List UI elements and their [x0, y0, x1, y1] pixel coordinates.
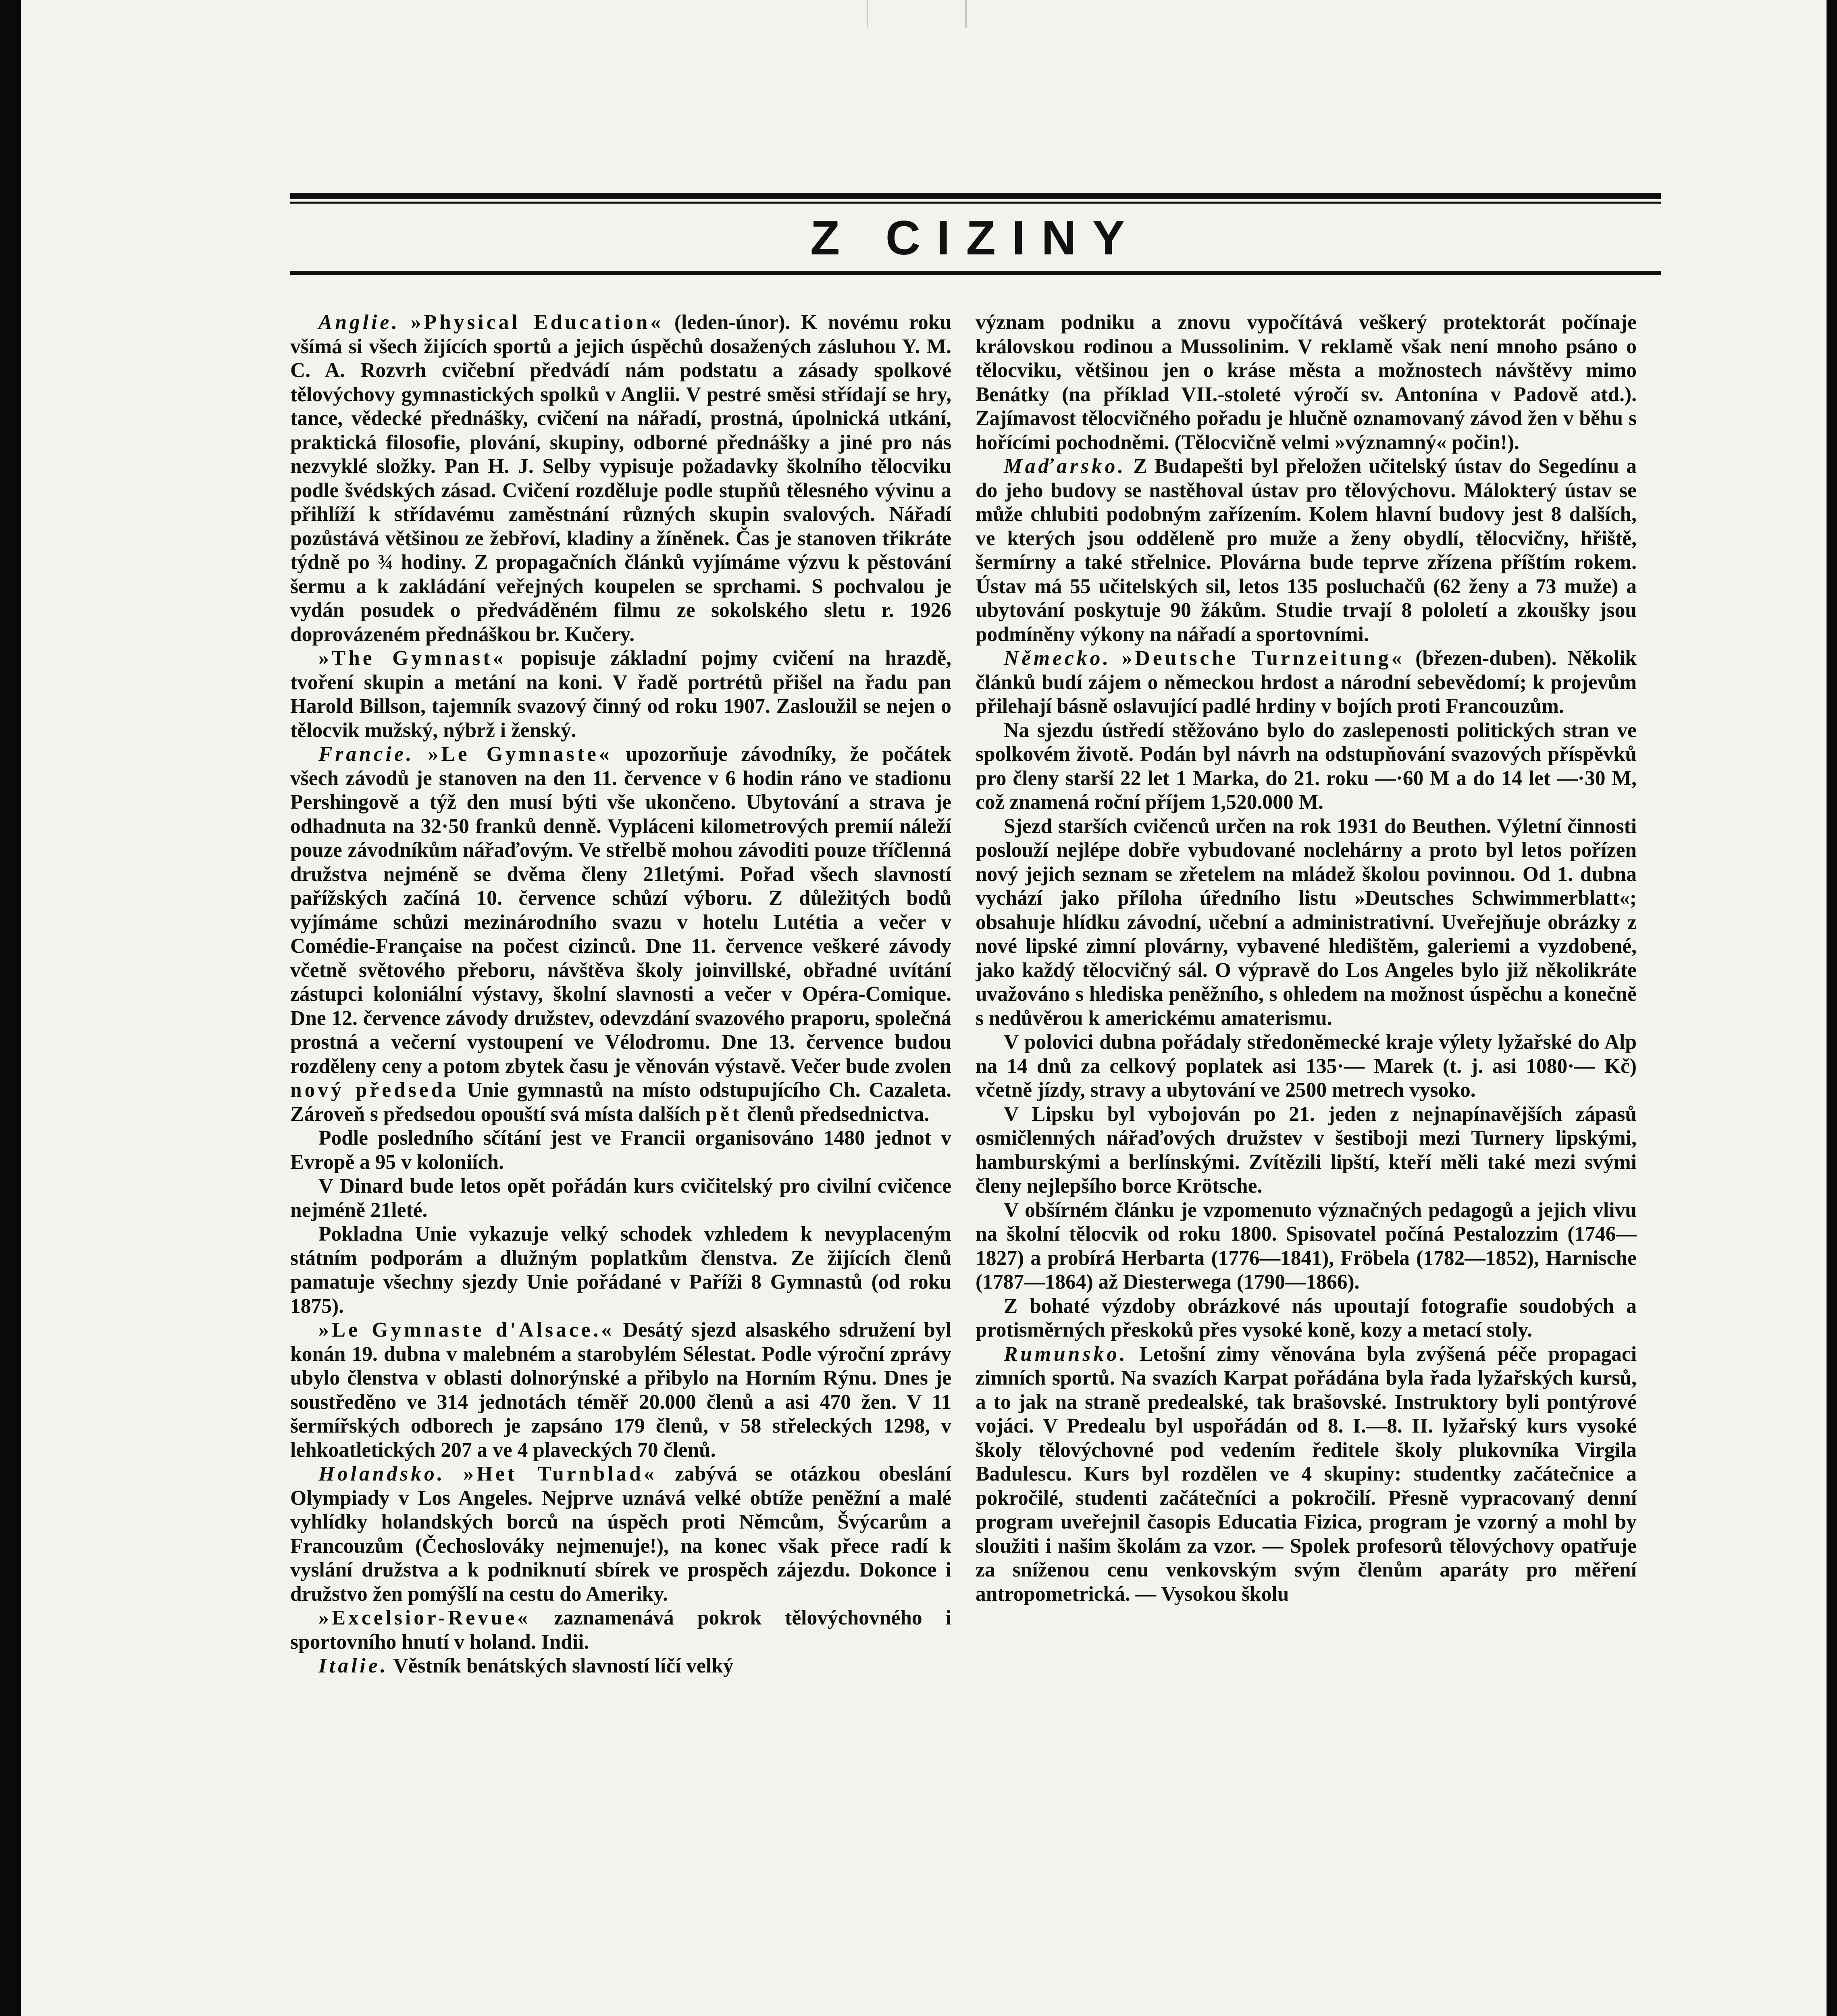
- spaced-emphasis: pět: [705, 1102, 742, 1126]
- heading-rule-top-thick: [290, 193, 1661, 199]
- article-paragraph: V obšírném článku je vzpomenuto význačných pedagogů a jejich vlivu na školní tělocvik od roku 1800. Spisovatel počíná Pestalozzim (1746—1827) a probírá Herbarta (1776—1841), Fröbela (1782—1852), Harnische (1787—1864) až Diesterwega (1790—1866).: [976, 1198, 1637, 1293]
- article-paragraph: Na sjezdu ústředí stěžováno bylo do zaslepenosti politických stran ve spolkovém životě. Podán byl návrh na odstupňování svazových příspěvků pro členy starší 22 let 1 Marka, do 21. roku —·60 M a do 14 let —·30 M, což znamená roční příjem 1,520.000 M.: [976, 719, 1637, 814]
- journal-title: »The Gymnast«: [318, 647, 506, 670]
- scan-binding-mark: [867, 0, 967, 28]
- article-paragraph: [976, 454, 1637, 646]
- paragraph-text: zaznamenává pokrok tělovýchovného i sportovního hnutí v holand. Indii.: [290, 1606, 951, 1654]
- paragraph-text: upozorňuje závodníky, že počátek všech závodů je stanoven na den 11. července v 6 hodin ráno ve stadionu Pershingově a týž den musí býti vše ukončeno. Ubytování a strava je odhadnuta na 32·50 franků denně. Vypláceni kilometrových premií náleží pouze závodníkům nářaďovým. Ve střelbě mohou závoditi pouze tříčlenná družstva nejméně se dvěma členy 21letými. Pořad všech slavností pařížských začíná 10. července schůzí výboru. Z důležitých bodů vyjímáme schůzi mezinárodního svazu v hotelu Lutétia a večer v Comédie-Française na počest cizinců. Dne 11. července veškeré závody včetně světového přeboru, návštěva školy joinvillské, obřadné uvítání zástupci koloniální výstavy, školní slavnosti a večer v Opéra-Comique. Dne 12. července závody družstev, odevzdání svazového praporu, společná prostná a večerní vystoupení ve Vélodromu. Dne 13. července budou rozděleny ceny a potom zbytek času je věnován výstavě. Večer bude zvolen: [290, 743, 951, 1078]
- page-heading: Z CIZINY: [810, 211, 1141, 265]
- paragraph-text: Unie gymnastů na místo odstupujícího Ch. Cazaleta. Zároveň s předsedou opouští svá místa dalších: [290, 1079, 951, 1126]
- article-paragraph: význam podniku a znovu vypočítává veškerý protektorát počínaje královskou rodinou a Mussolinim. V reklamě však není mnoho psáno o tělocviku, většinou jen o kráse města a možnostech návštěvy mimo Benátky (na příklad VII.-stoleté výročí sv. Antonína v Padově atd.). Zajímavost tělocvičného pořadu je hlučně oznamovaný závod žen v běhu s hořícími pochodněmi. (Tělocvičně velmi »významný« počin!).: [976, 311, 1637, 454]
- country-heading: Francie.: [318, 743, 414, 766]
- article-paragraph: V Lipsku byl vybojován po 21. jeden z nejnapínavějších zápasů osmičlenných nářaďových družstev v šestiboji mezi Turnery lipskými, hamburskými a berlínskými. Zvítězili lipští, kteří měli také mezi svými členy nejlepšího borce Krötsche.: [976, 1102, 1637, 1198]
- journal-title: »Le Gymnaste«: [428, 743, 612, 766]
- country-heading: Holandsko.: [318, 1462, 445, 1485]
- article-paragraph: [290, 1318, 951, 1462]
- spaced-emphasis: nový předseda: [290, 1079, 459, 1102]
- journal-title: »Physical Education«: [410, 311, 664, 334]
- article-paragraph: Pokladna Unie vykazuje velký schodek vzhledem k nevyplaceným státním podporám a dlužným poplatkům členstva. Ze žijících členů pamatuje všechny sjezdy Unie pořádané v Paříži 8 Gymnastů (od roku 1875).: [290, 1223, 951, 1318]
- journal-title: »Excelsior-Revue«: [318, 1606, 531, 1629]
- country-heading: Rumunsko.: [1004, 1342, 1128, 1366]
- article-paragraph: [290, 310, 951, 646]
- article-paragraph: V polovici dubna pořádaly středoněmecké kraje výlety lyžařské do Alp na 14 dnů za celkový poplatek asi 135·— Marek (t. j. asi 1080·— Kč) včetně jízdy, stravy a ubytování ve 2500 metrech vysoko.: [976, 1031, 1637, 1102]
- article-paragraph: [976, 646, 1637, 719]
- article-paragraph: V Dinard bude letos opět pořádán kurs cvičitelský pro civilní cvičence nejméně 21leté.: [290, 1175, 951, 1222]
- paragraph-text: (leden-únor). K novému roku všímá si všech žijících sportů a jejich úspěchů dosažených zásluhou Y. M. C. A. Rozvrh cvičební předvádí nám podstatu a zásady spolkové tělovýchovy gymnastických spolků v Anglii. V pestré směsi střídají se hry, tance, vědecké přednášky, cvičení na nářadí, prostná, úpolnická utkání, praktická filosofie, plování, skupiny, odborné přednášky a jiné pro nás nezvyklé složky. Pan H. J. Selby vypisuje požadavky školního tělocviku podle švédských zásad. Cvičení rozděluje podle stupňů tělesného vývinu a přihlíží k střídavému zaměstnání různých skupin svalových. Nářadí pozůstává většinou ze žebřoví, kladiny a žíněnek. Čas je stanoven třikráte týdně po ¾ hodiny. Z propagačních článků vyjímáme výzvu k pěstování šermu a k zakládání veřejných koupelen se sprchami. S pochvalou je vydán posudek o předváděném filmu ze sokolského sletu r. 1926 doprovázeném přednáškou br. Kučery.: [290, 311, 951, 646]
- country-heading: Italie.: [318, 1654, 389, 1677]
- paragraph-text: Desátý sjezd alsaského sdružení byl konán 19. dubna v malebném a starobylém Sélestat. Podle výroční zprávy ubylo členstva v oblasti dolnorýnské a přibylo na Horním Rýnu. Dnes je soustředěno ve 314 jednotách téměř 20.000 členů a asi 470 žen. V 11 šermířských odborech je zapsáno 179 členů, v 58 střeleckých 1298, v lehkoatletických 207 a ve 4 plaveckých 70 členů.: [290, 1318, 951, 1462]
- article-paragraph: [290, 1654, 951, 1678]
- country-heading: Německo.: [1004, 647, 1111, 670]
- heading-rule-top-thin: [290, 202, 1661, 204]
- paragraph-text: Z Budapešti byl přeložen učitelský ústav do Segedínu a do jeho budovy se nastěhoval ústav pro tělovýchovu. Málokterý ústav se může chlubiti podobným zařízením. Kolem hlavní budovy jest 8 dalších, ve kterých jsou odděleně pro muže a ženy obydlí, tělocvičny, hřiště, šermírny a také střelnice. Plovárna bude teprve zřízena příštím rokem. Ústav má 55 učitelských sil, letos 135 posluchačů (62 ženy a 73 muže) a ubytování poskytuje 90 žákům. Studie trvají 8 pololetí a zkoušky jsou podmíněny výkony na nářadí a sportovními.: [976, 455, 1637, 646]
- country-heading: Anglie.: [318, 311, 400, 334]
- paragraph-text: členů předsednictva.: [747, 1102, 930, 1126]
- article-paragraph: [290, 742, 951, 1126]
- journal-title: »Het Turnblad«: [463, 1462, 657, 1485]
- article-paragraph: [290, 646, 951, 742]
- journal-title: »Le Gymnaste d'Alsace.«: [318, 1318, 615, 1341]
- paragraph-text: Věstník benátských slavností líčí velký: [393, 1654, 734, 1677]
- paragraph-text: (březen-duben). Několik článků budí zájem o německou hrdost a národní sebevědomí; k projevům přilehají básně oslavující padlé hrdiny v bojích proti Francouzům.: [976, 647, 1637, 718]
- article-paragraph: Z bohaté výzdoby obrázkové nás upoutají fotografie soudobých a protisměrných přeskoků přes vysoké koně, kozy a metací stoly.: [976, 1294, 1637, 1341]
- text-column-left: [290, 310, 951, 2016]
- article-paragraph: [976, 1342, 1637, 1606]
- journal-title: »Deutsche Turnzeitung«: [1121, 647, 1405, 670]
- text-column-right: [976, 310, 1637, 2016]
- article-paragraph: [290, 1462, 951, 1606]
- paragraph-text: zabývá se otázkou obeslání Olympiady v Los Angeles. Nejprve uznává velké obtíže peněžní a malé vyhlídky holandských borců na úspěch proti Němcům, Švýcarům a Francouzům (Čechoslováky nejmenuje!), na konec však přece radí k vyslání družstva a k podniknutí sbírek ve prospěch zájezdu. Dokonce i družstvo žen pomýšlí na cestu do Ameriky.: [290, 1462, 951, 1606]
- country-heading: Maďarsko.: [1004, 455, 1126, 478]
- article-paragraph: Sjezd starších cvičenců určen na rok 1931 do Beuthen. Výletní činnosti poslouží nejlépe dobře vybudované noclehárny a proto byl letos pořízen nový jejich seznam se zřetelem na mládež školou povinnou. Od 1. dubna vychází jako příloha úředního listu »Deutsches Schwimmerblatt«; obsahuje hlídku závodní, učební a administrativní. Uveřejňuje obrázky z nové lipské zimní plovárny, vybavené hledištěm, galeriemi a vyzdobené, jako každý tělocvičný sál. O výpravě do Los Angeles bylo již několikráte uvažováno s hlediska peněžního, s ohledem na možnost úspěchu a konečně s nedůvěrou k americkému amaterismu.: [976, 814, 1637, 1030]
- article-paragraph: [290, 1606, 951, 1654]
- heading-rule-bottom: [290, 271, 1661, 275]
- scan-border-left: [0, 0, 21, 2016]
- article-paragraph: Podle posledního sčítání jest ve Francii organisováno 1480 jednot v Evropě a 95 v koloniích.: [290, 1127, 951, 1174]
- paragraph-text: Letošní zimy věnována byla zvýšená péče propagaci zimních sportů. Na svazích Karpat pořádána byla řada lyžařských kursů, a to jak na straně predealské, tak brašovské. Instruktory byli pontýrové vojáci. V Predealu byl uspořádán od 8. I.—8. II. lyžařský kurs vysoké školy tělovýchovné pod vedením ředitele školy plukovníka Virgila Badulescu. Kurs byl rozdělen ve 4 skupiny: studentky začátečnice a pokročilé, studenti začátečníci a pokročilí. Přesně vypracovaný denní program uveřejnil časopis Educatia Fizica, program je vzorný a mohl by sloužiti i našim školám za vzor. — Spolek profesorů tělovýchovy opatřuje za sníženou cenu venkovským svým členům aparáty pro měření antropometrická. — Vysokou školu: [976, 1342, 1637, 1606]
- paragraph-text: popisuje základní pojmy cvičení na hrazdě, tvoření skupin a metání na koni. V řadě portrétů přišel na řadu pan Harold Billson, tajemník svazový činný od roku 1907. Zasloužil se nejen o tělocvik mužský, nýbrž i ženský.: [290, 647, 951, 742]
- scan-border-right: [1827, 0, 1837, 2016]
